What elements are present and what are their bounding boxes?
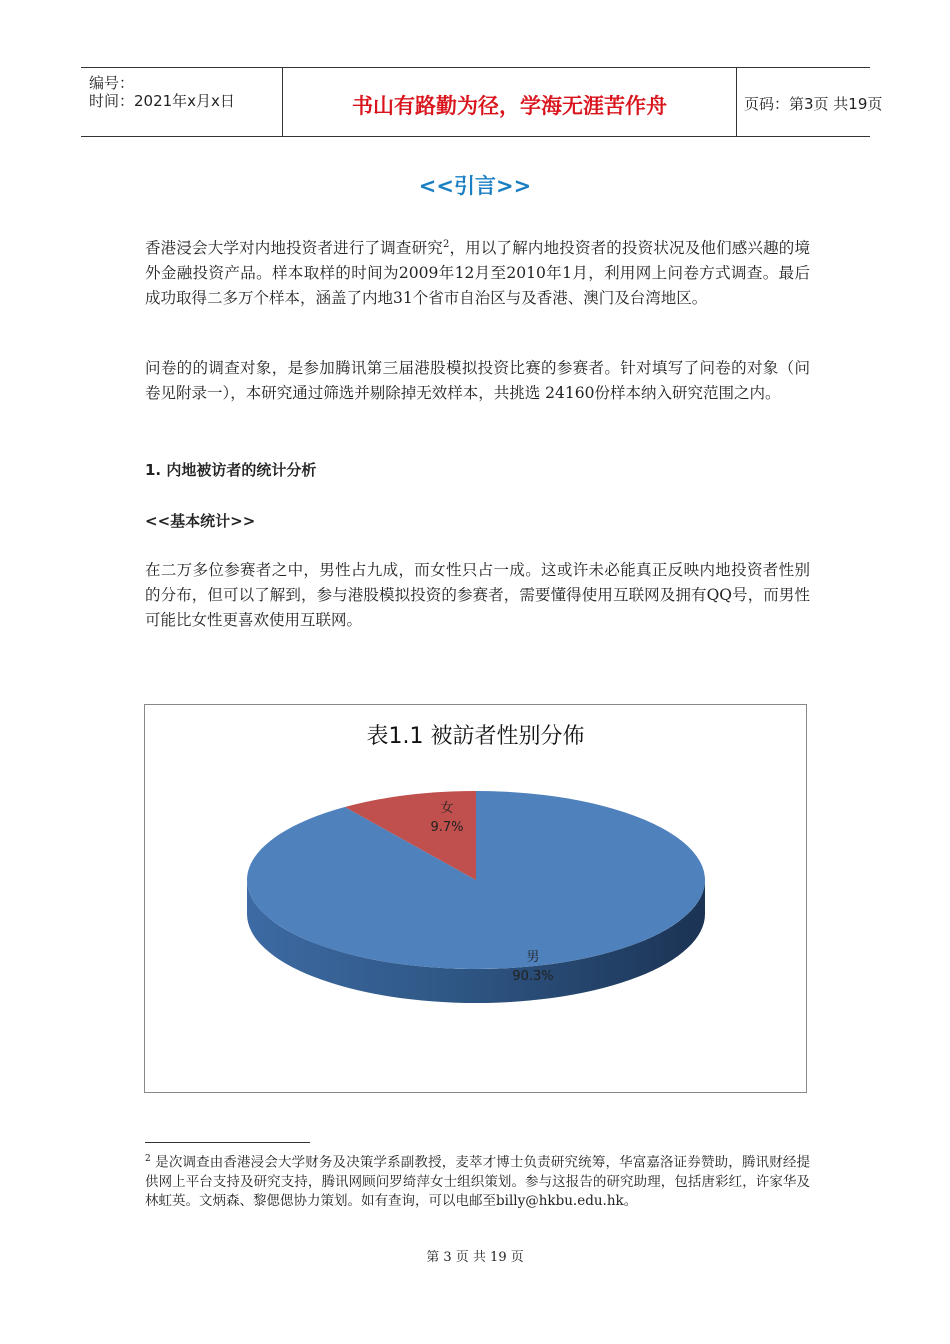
slice-value-male: 90.3%: [512, 969, 554, 984]
page-header: [81, 67, 883, 137]
section-heading-1: 1. 内地被访者的统计分析: [145, 461, 317, 479]
pie-chart-svg: [145, 705, 806, 1092]
intro-paragraph-1-a: 香港浸会大学对内地投资者进行了调查研究: [145, 239, 443, 258]
footnote-divider: [145, 1142, 310, 1143]
intro-paragraph-2: 问卷的的调查对象，是参加腾讯第三届港股模拟投资比赛的参赛者。针对填写了问卷的对象（问卷见附录一），本研究通过筛选并剔除掉无效样本，共挑选 24160份样本纳入研究范围之内。: [145, 359, 810, 402]
footnote-text: 是次调查由香港浸会大学财务及决策学系副教授，麦萃才博士负责研究统筹，华富嘉洛证券赞助，腾讯财经提供网上平台支持及研究支持，腾讯网顾问罗绮萍女士组织策划。参与这报告的研究助理，包括唐彩红，许家华及林虹英。文炳森、黎偲偲协力策划。如有查询，可以电邮至billy@hkbu.edu.hk。: [145, 1154, 810, 1209]
page-footer: 第 3 页 共 19 页: [426, 1250, 524, 1265]
footnote-number: 2: [145, 1154, 151, 1164]
basic-stats-heading: <<基本统计>>: [145, 512, 256, 530]
intro-paragraph-1-b: ，用以了解内地投资者的投资状况及他们感兴趣的境外金融投资产品。样本取样的时间为2009年12月至2010年1月，利用网上问卷方式调查。最后成功取得二多万个样本，涵盖了内地31个省市自治区与及香港、澳门及台湾地区。: [145, 239, 810, 308]
intro-paragraph-1: [145, 232, 810, 311]
document-time-label: 时间：2021年x月x日: [89, 92, 235, 110]
slice-category-female: 女: [440, 801, 454, 816]
chart-title: 表1.1 被訪者性别分佈: [366, 724, 585, 749]
header-right-cell: [736, 68, 883, 136]
slice-label-male: [493, 948, 573, 986]
footnote: [145, 1150, 810, 1211]
stats-paragraph: 在二万多位参赛者之中，男性占九成，而女性只占一成。这或许未必能真正反映内地投资者性别的分布，但可以了解到，参与港股模拟投资的参赛者，需要懂得使用互联网及拥有QQ号，而男性可能比女性更喜欢使用互联网。: [145, 561, 810, 629]
slice-value-female: 9.7%: [430, 820, 464, 835]
header-page-label: 页码：第3页 共19页: [744, 95, 883, 113]
header-left-cell: [81, 68, 282, 136]
footnote-ref: 2: [442, 239, 450, 250]
header-motto: 书山有路勤为径，学海无涯苦作舟: [352, 94, 667, 118]
document-number-label: 编号：: [89, 74, 135, 92]
pie-chart: [144, 704, 807, 1093]
page-title: <<引言>>: [418, 174, 532, 198]
slice-label-female: [407, 799, 487, 837]
header-center-cell: [282, 68, 737, 136]
slice-category-male: 男: [526, 950, 540, 965]
